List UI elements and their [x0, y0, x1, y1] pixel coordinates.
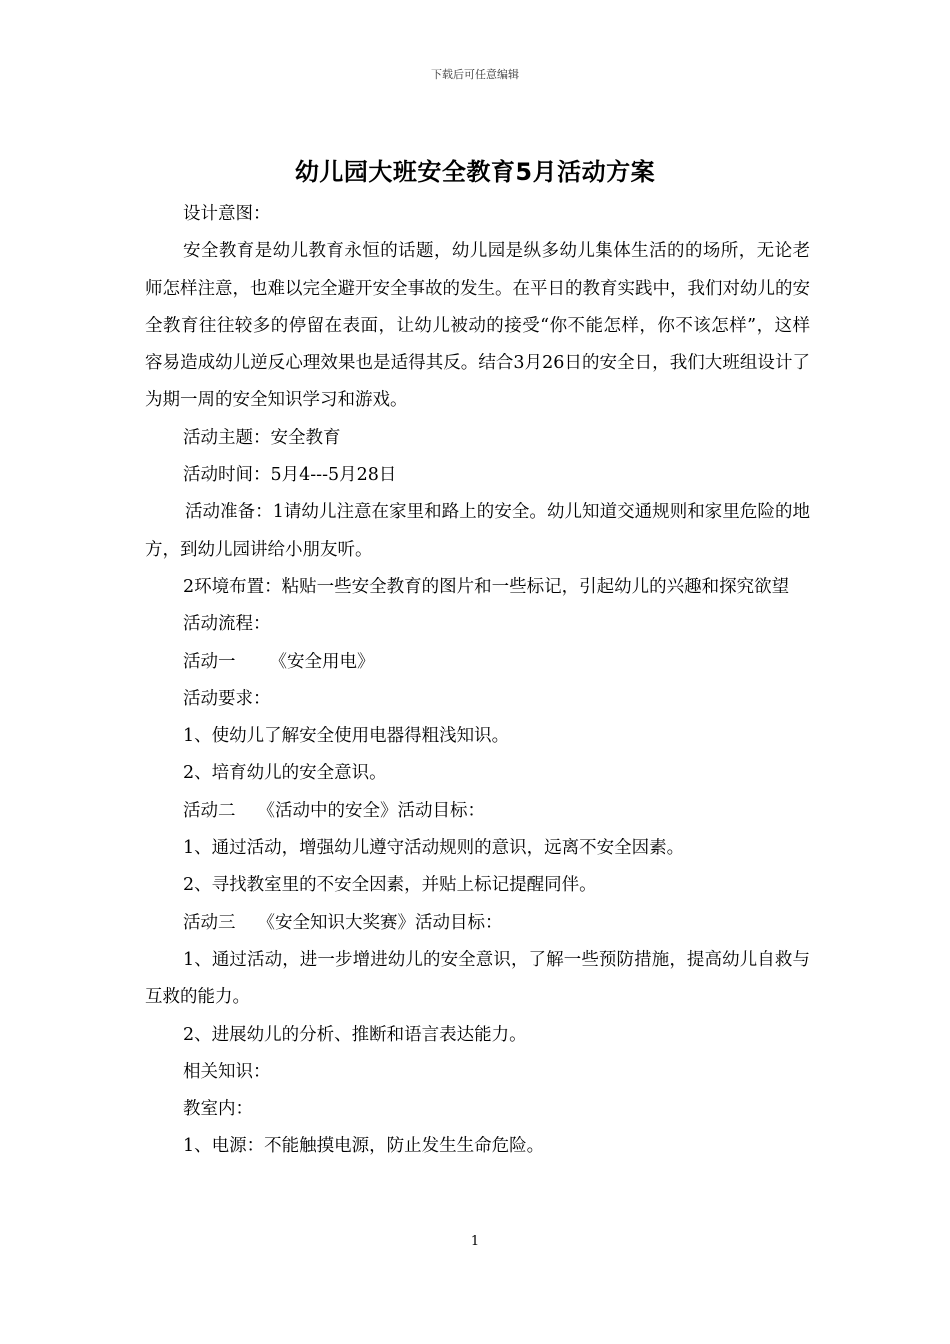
paragraph-activity-preparation: 活动准备：1请幼儿注意在家里和路上的安全。幼儿知道交通规则和家里危险的地方，到幼儿园讲给小朋友听。 [145, 502, 810, 560]
list-item: 2、进展幼儿的分析、推断和语言表达能力。 [183, 1024, 527, 1045]
list-item: 2、寻找教室里的不安全因素，并贴上标记提醒同伴。 [183, 875, 597, 896]
paragraph-design-intent: 安全教育是幼儿教育永恒的话题，幼儿园是纵多幼儿集体生活的的场所，无论老师怎样注意，也难以完全避开安全事故的发生。在平日的教育实践中，我们对幼儿的安全教育往往较多的停留在表面，让幼儿被动的接受“你不能怎样，你不该怎样”，这样容易造成幼儿逆反心理效果也是适得其反。结合3月26日的安全日，我们大班组设计了为期一周的安全知识学习和游戏。 [145, 241, 810, 411]
activity-three-label: 活动三 [183, 912, 236, 933]
paragraph-related-knowledge: 相关知识： [183, 1061, 271, 1082]
activity-three-suffix: 活动目标： [415, 912, 503, 933]
activity-three-heading [145, 905, 810, 942]
activity-two-label: 活动二 [183, 800, 236, 821]
activity-one-heading [145, 644, 810, 681]
paragraph-classroom: 教室内： [183, 1099, 253, 1120]
list-item: 2、培育幼儿的安全意识。 [183, 763, 387, 784]
activity-three-name: 《安全知识大奖赛》 [257, 912, 415, 933]
activity-one-name: 《安全用电》 [269, 651, 375, 672]
document-title: 幼儿园大班安全教育5月活动方案 [294, 158, 656, 186]
activity-two-suffix: 活动目标： [397, 800, 485, 821]
paragraph-activity-flow: 活动流程： [183, 614, 271, 635]
paragraph-environment-setup: 2环境布置：粘贴一些安全教育的图片和一些标记，引起幼儿的兴趣和探究欲望 [183, 576, 790, 597]
list-item: 1、通过活动，增强幼儿遵守活动规则的意识，远离不安全因素。 [183, 838, 685, 859]
paragraph-activity-requirements: 活动要求： [183, 688, 271, 709]
list-item: 1、使幼儿了解安全使用电器得粗浅知识。 [183, 726, 510, 747]
page-number: 1 [470, 1234, 480, 1249]
document-body [145, 196, 810, 1166]
paragraph-design-intent-heading: 设计意图： [183, 204, 271, 224]
header-note: 下载后可任意编辑 [431, 68, 519, 81]
list-item: 1、电源：不能触摸电源，防止发生生命危险。 [183, 1136, 545, 1157]
activity-one-label: 活动一 [183, 651, 236, 672]
list-item: 1、通过活动，进一步增进幼儿的安全意识，了解一些预防措施，提高幼儿自救与互救的能力。 [145, 949, 810, 1008]
activity-two-name: 《活动中的安全》 [257, 800, 398, 821]
paragraph-activity-time: 活动时间：5月4---5月28日 [183, 465, 397, 486]
activity-two-heading [145, 793, 810, 830]
paragraph-activity-theme: 活动主题：安全教育 [183, 427, 341, 448]
